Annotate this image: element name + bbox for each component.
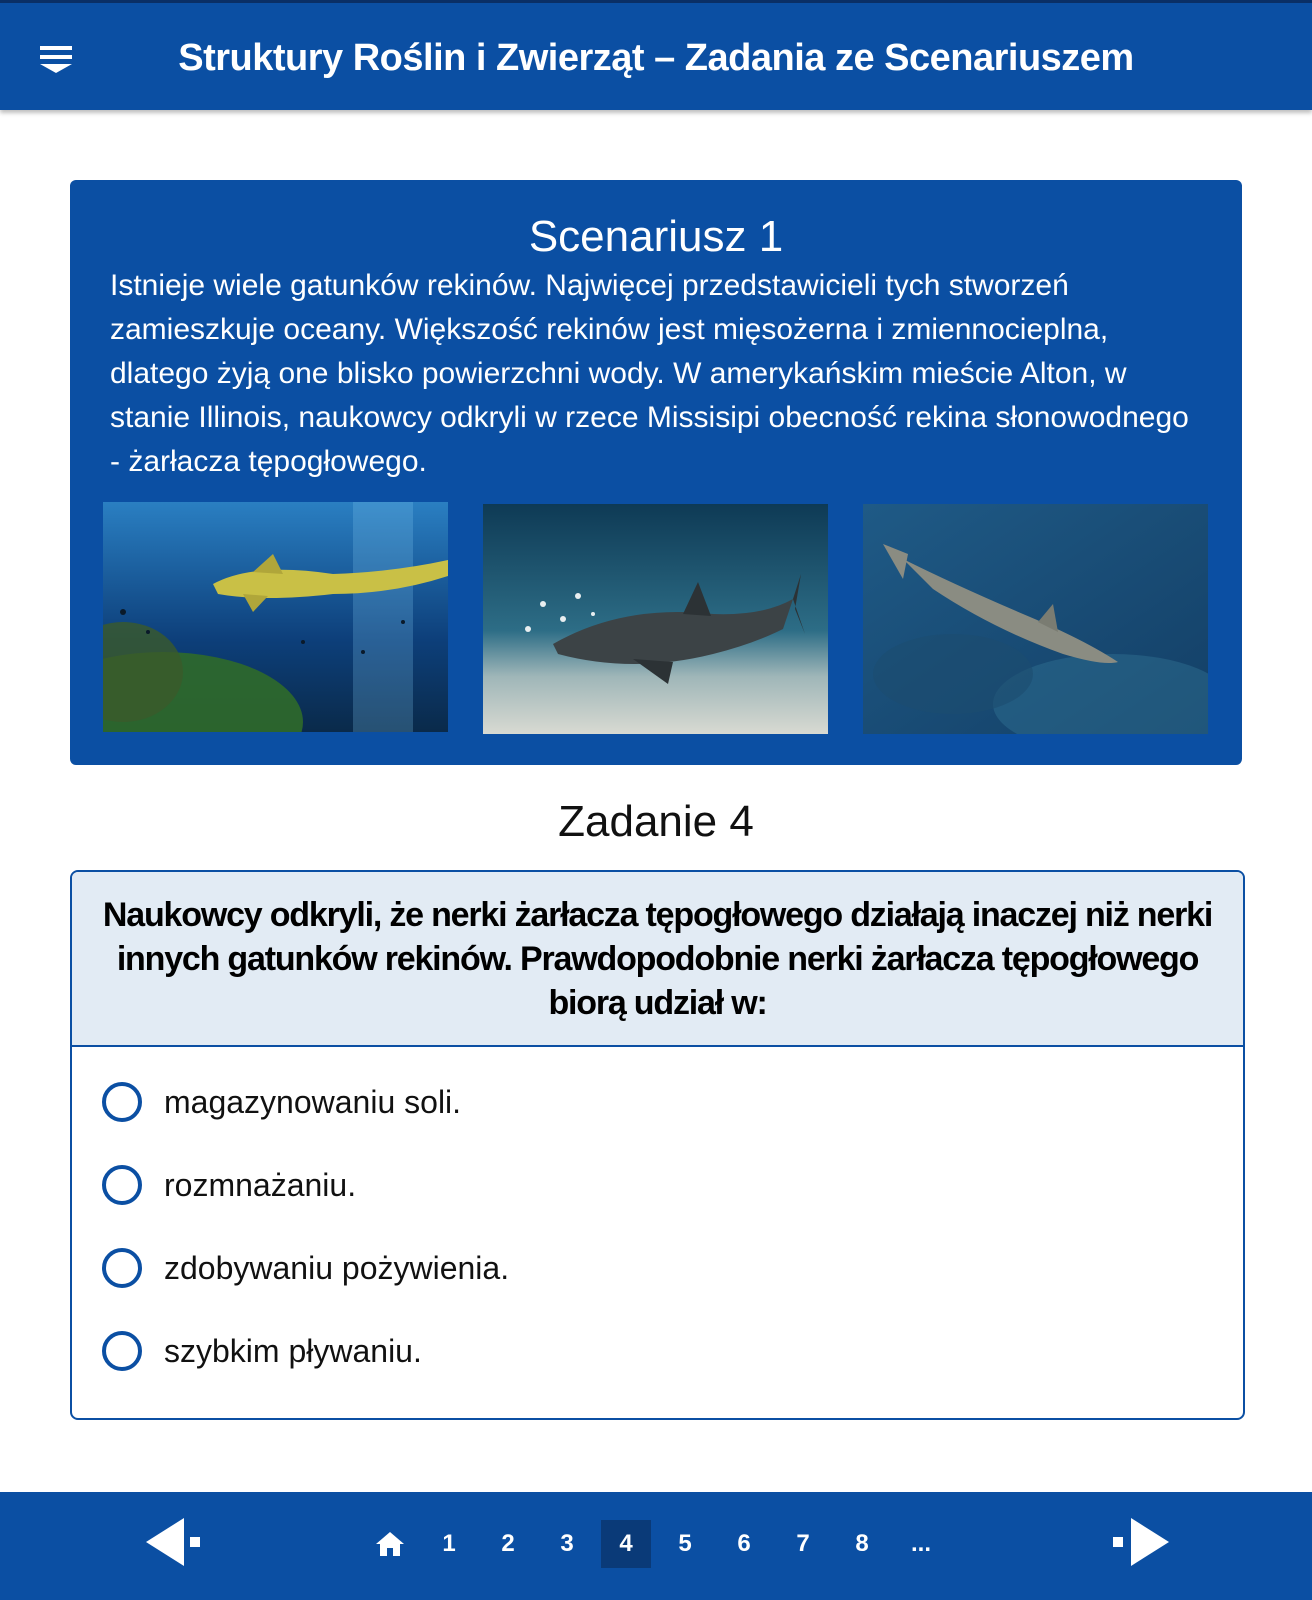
prev-arrow-icon[interactable] <box>140 1512 210 1572</box>
pagination <box>365 1520 955 1568</box>
answer-label: zdobywaniu pożywienia. <box>164 1249 510 1286</box>
radio-button[interactable] <box>102 1248 142 1288</box>
task-heading: Zadanie 4 <box>558 797 754 846</box>
home-icon[interactable] <box>365 1520 415 1568</box>
page-button[interactable]: 7 <box>796 1530 810 1557</box>
page-button-current[interactable]: 4 <box>601 1520 651 1568</box>
page-more-button[interactable]: ... <box>910 1530 931 1557</box>
page-button[interactable]: 8 <box>855 1530 869 1557</box>
answer-label: magazynowaniu soli. <box>164 1083 462 1120</box>
shark-seafloor-photo <box>863 504 1208 734</box>
answer-label: rozmnażaniu. <box>164 1166 357 1203</box>
page-button[interactable]: 3 <box>560 1530 574 1557</box>
answer-option[interactable] <box>102 1072 1102 1132</box>
page-button[interactable]: 1 <box>442 1530 456 1557</box>
scenario-text: Istnieje wiele gatunków rekinów. Najwięcej przedstawicieli tych stworzeń zamieszkuje oceany. Większość rekinów jest mięsożerna i zmiennocieplna, dlatego żyją one blisko powierzchni wody. W amerykańskim mieście Alton, w stanie Illinois, naukowcy odkryli w rzece Missisipi obecność rekina słonowodnego - żarłacza tępogłowego. <box>110 269 1189 478</box>
radio-button[interactable] <box>102 1331 142 1371</box>
zebra-shark-photo <box>103 502 448 732</box>
page-title: Struktury Roślin i Zwierząt – Zadania ze Scenariuszem <box>178 37 1134 79</box>
radio-button[interactable] <box>102 1165 142 1205</box>
page-button[interactable]: 5 <box>678 1530 692 1557</box>
menu-icon[interactable] <box>38 43 74 75</box>
next-arrow-icon[interactable] <box>1105 1512 1175 1572</box>
question-header <box>72 872 1243 1047</box>
page-button[interactable]: 6 <box>737 1530 751 1557</box>
app-header <box>0 0 1312 110</box>
scenario-panel <box>70 180 1242 765</box>
page-button[interactable]: 2 <box>501 1530 515 1557</box>
radio-button[interactable] <box>102 1082 142 1122</box>
scenario-title: Scenariusz 1 <box>528 212 784 261</box>
question-card <box>70 870 1245 1420</box>
tiger-shark-photo <box>483 504 828 734</box>
question-text: Naukowcy odkryli, że nerki żarłacza tępogłowego działają inaczej niż nerki innych gatunków rekinów. Prawdopodobnie nerki żarłacza tępogłowego biorą udział w: <box>102 895 1213 1022</box>
answer-option[interactable] <box>102 1321 1102 1381</box>
answer-label: szybkim pływaniu. <box>164 1332 422 1369</box>
footer-nav <box>0 1492 1312 1600</box>
answer-option[interactable] <box>102 1155 1102 1215</box>
answer-option[interactable] <box>102 1238 1102 1298</box>
